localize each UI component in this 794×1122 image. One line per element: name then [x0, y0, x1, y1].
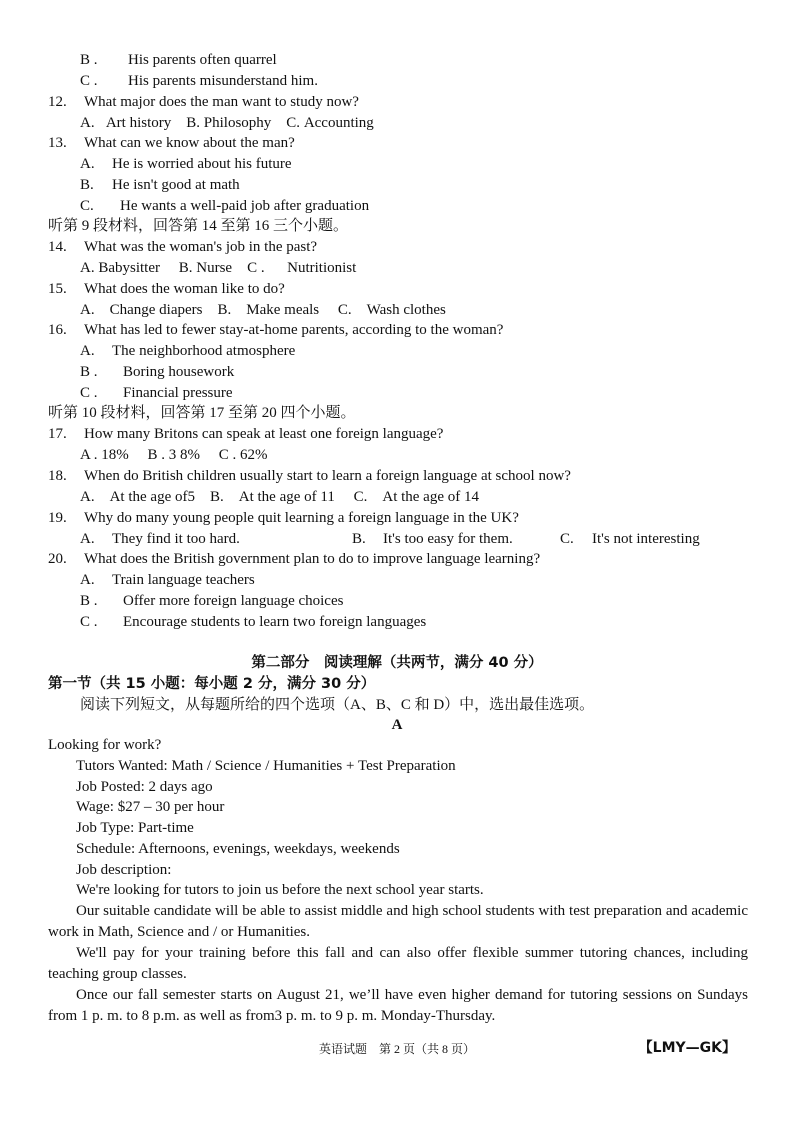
- detail-wage: Wage: $27 – 30 per hour: [76, 799, 225, 815]
- paragraph-training: We'll pay for your training before this fall and can also offer flexible summer tutoring chances, including teaching group classes.: [48, 945, 748, 982]
- paragraph-candidate: Our suitable candidate will be able to assist middle and high school students with test preparation and academic work in Math, Science and / or Humanities.: [48, 903, 748, 940]
- q18-options: A. At the age of5 B. At the age of 11 C. At the age of 14: [80, 489, 479, 505]
- q14-options: A. Babysitter B. Nurse C . Nutritionist: [80, 260, 357, 276]
- q13-stem: 13. What can we know about the man?: [48, 135, 295, 151]
- detail-job-description-intro: We're looking for tutors to join us before the next school year starts.: [76, 882, 484, 898]
- q19-option-c: C. It's not interesting: [560, 531, 700, 547]
- q16-option-c: C . Financial pressure: [80, 385, 233, 401]
- q13-option-a: A. He is worried about his future: [80, 156, 292, 172]
- q11-option-b: B . His parents often quarrel: [80, 52, 277, 68]
- q12-options: A. Art history B. Philosophy C. Accounting: [80, 115, 374, 131]
- reading-instructions: 阅读下列短文，从每题所给的四个选项（A、B、C 和 D）中，选出最佳选项。: [80, 697, 595, 713]
- reading-part-title: 第二部分 阅读理解（共两节，满分 40 分）: [251, 655, 543, 671]
- instruction-material-10: 听第 10 段材料，回答第 17 至第 20 四个小题。: [48, 405, 356, 421]
- detail-job-description-label: Job description:: [76, 862, 172, 878]
- detail-tutors-wanted: Tutors Wanted: Math / Science / Humanities + Test Preparation: [76, 758, 456, 774]
- q13-option-b: B. He isn't good at math: [80, 177, 240, 193]
- detail-schedule: Schedule: Afternoons, evenings, weekdays, weekends: [76, 841, 400, 857]
- passage-label: A: [391, 717, 403, 733]
- q20-stem: 20. What does the British government plan to do to improve language learning?: [48, 551, 541, 567]
- q15-stem: 15. What does the woman like to do?: [48, 281, 285, 297]
- q15-options: A. Change diapers B. Make meals C. Wash clothes: [80, 302, 446, 318]
- q11-option-c: C . His parents misunderstand him.: [80, 73, 318, 89]
- q16-stem: 16. What has led to fewer stay-at-home parents, according to the woman?: [48, 322, 504, 338]
- detail-job-type: Job Type: Part-time: [76, 820, 194, 836]
- q19-stem: 19. Why do many young people quit learning a foreign language in the UK?: [48, 510, 519, 526]
- q13-option-c: C. He wants a well-paid job after graduation: [80, 198, 370, 214]
- q17-stem: 17. How many Britons can speak at least one foreign language?: [48, 426, 444, 442]
- detail-job-posted: Job Posted: 2 days ago: [76, 779, 213, 795]
- q20-option-b: B . Offer more foreign language choices: [80, 593, 344, 609]
- exam-code-tag: 【LMY—GK】: [638, 1040, 736, 1056]
- instruction-material-9: 听第 9 段材料，回答第 14 至第 16 三个小题。: [48, 218, 349, 234]
- q16-option-a: A. The neighborhood atmosphere: [80, 343, 296, 359]
- q18-stem: 18. When do British children usually start to learn a foreign language at school now?: [48, 468, 571, 484]
- reading-section-title: 第一节（共 15 小题：每小题 2 分，满分 30 分）: [48, 676, 376, 692]
- q19-option-b: B. It's too easy for them.: [352, 531, 513, 547]
- q20-option-c: C . Encourage students to learn two foreign languages: [80, 614, 427, 630]
- q19-option-a: A. They find it too hard.: [80, 531, 240, 547]
- q17-options: A . 18% B . 3 8% C . 62%: [80, 447, 268, 463]
- q14-stem: 14. What was the woman's job in the past?: [48, 239, 318, 255]
- q16-option-b: B . Boring housework: [80, 364, 235, 380]
- paragraph-fall-semester: Once our fall semester starts on August 21, we’ll have even higher demand for tutoring sessions on Sundays from 1 p. m. to 8 p.m. as well as from3 p. m. to 9 p. m. Monday-Thursday.: [48, 987, 748, 1024]
- passage-heading: Looking for work?: [48, 737, 162, 753]
- q20-option-a: A. Train language teachers: [80, 572, 255, 588]
- q12-stem: 12. What major does the man want to study now?: [48, 94, 359, 110]
- page-footer: 英语试题 第 2 页（共 8 页）: [318, 1042, 475, 1056]
